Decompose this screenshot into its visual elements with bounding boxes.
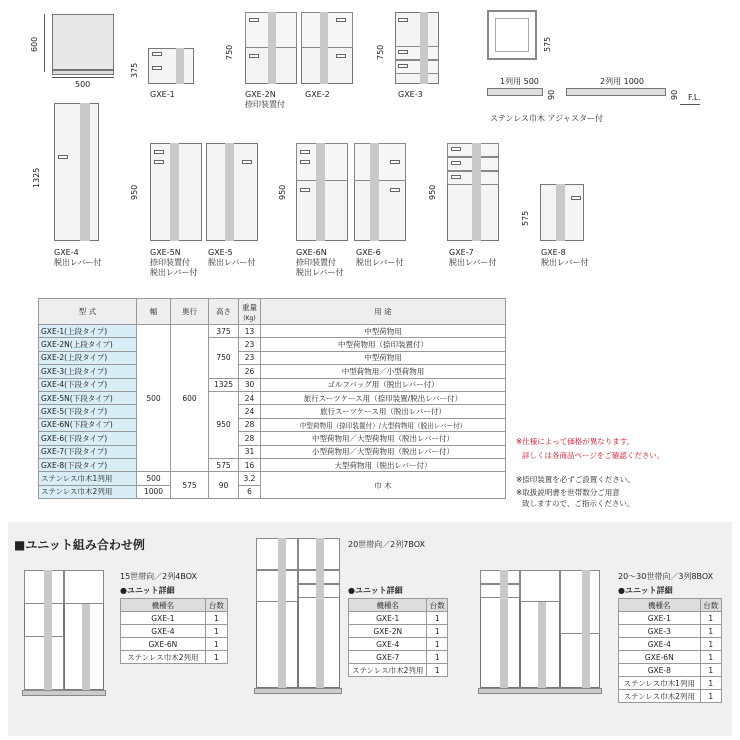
th-height: 高さ — [209, 299, 239, 325]
th-model: 型 式 — [39, 299, 137, 325]
label-gxe-1: GXE-1 — [150, 90, 175, 99]
th-use: 用 途 — [261, 299, 506, 325]
th-weight: 重量 (Kg) — [239, 299, 261, 325]
th-depth: 奥行 — [171, 299, 209, 325]
dim-500: 500 — [75, 80, 91, 89]
dim-600: 600 — [30, 36, 39, 52]
combo-title: ■ユニット組み合わせ例 — [14, 538, 145, 552]
th-width: 幅 — [137, 299, 171, 325]
spec-table: 型 式 幅 奥行 高さ 重量 (Kg) 用 途 GXE-1(上段タイプ) 500 600 375 13 中型荷物用 GXE-2N(上段タイプ) 750 23 中型荷物用（捺印装置付） GXE-2(上段タイプ) 23 中型荷物用 GXE-3(上段タイプ) 26 中型荷物用／小型荷物用 GXE-4(下段タイプ) 1325 30 ゴルフバッグ用（脱出レバー付） GXE-5N(下段タイプ) 950 24 旅行スーツケース用（捺印装置/脱出レバー付） GXE-5(下段タイプ) 24 旅行スーツケース用（脱出レバー付） GXE-6N(下段タイプ) 28 中型荷物用（捺印装置付）/大型荷物用（脱出レバー付） GXE-6(下段タイプ) 28 中型荷物用／大型荷物用（脱出レバー付） GXE-7(下段タイプ) 31 小型荷物用／大型荷物用（脱出レバー付） GXE-8(下段タイプ) 575 16 大型荷物用（脱出レバー付） ステンレス巾木1列用 500 575 90 3.2 巾 木 ステンレス巾木2列用 1000 6 — [38, 298, 506, 499]
